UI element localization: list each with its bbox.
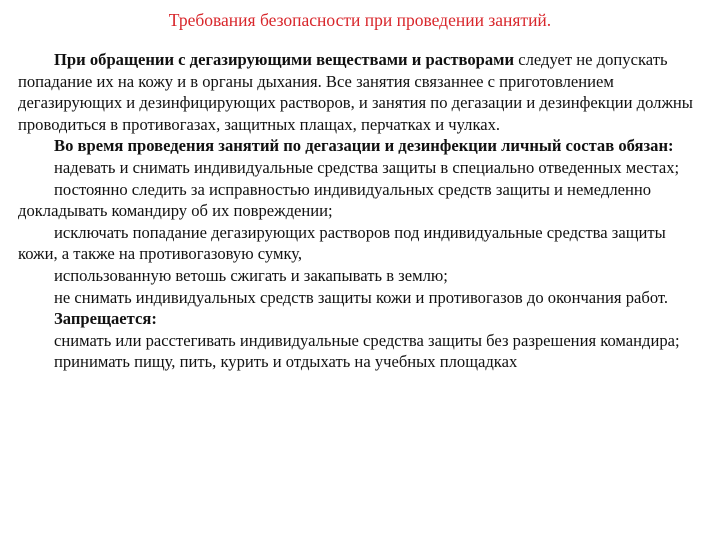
intro-paragraph (18, 49, 702, 135)
intro-text: следует не допускать попадание их на кожу и в органы дыхания. Все занятия связаннее с приготовлением дегазирующих и дезинфицирующих растворов, и занятия по дегазации и дезинфекции должны проводиться в противогазах, защитных плащах, перчатках и чулках. (18, 50, 693, 134)
duties-heading: Во время проведения занятий по дегазации и дезинфекции личный состав обязан: (54, 136, 674, 156)
intro-bold-lead: При обращении с дегазирующими веществами и растворами (54, 50, 515, 69)
duty-item: постоянно следить за исправностью индивидуальных средств защиты и немедленно докладывать командиру об их повреждении; (18, 179, 652, 221)
slide-body (18, 49, 702, 373)
slide-title: Требования безопасности при проведении занятий. (168, 10, 552, 30)
prohibited-item: снимать или расстегивать индивидуальные средства защиты без разрешения командира; (54, 330, 680, 350)
duty-item: не снимать индивидуальных средств защиты кожи и противогазов до окончания работ. (54, 287, 669, 307)
duty-item: исключать попадание дегазирующих растворов под индивидуальные средства защиты кожи, а также на противогазовую сумку, (18, 222, 666, 264)
duty-item: надевать и снимать индивидуальные средства защиты в специально отведенных местах; (54, 157, 680, 177)
prohibited-heading: Запрещается: (54, 309, 157, 329)
duty-item: использованную ветошь сжигать и закапывать в землю; (54, 265, 448, 285)
prohibited-item: принимать пищу, пить, курить и отдыхать на учебных площадках (54, 352, 518, 372)
